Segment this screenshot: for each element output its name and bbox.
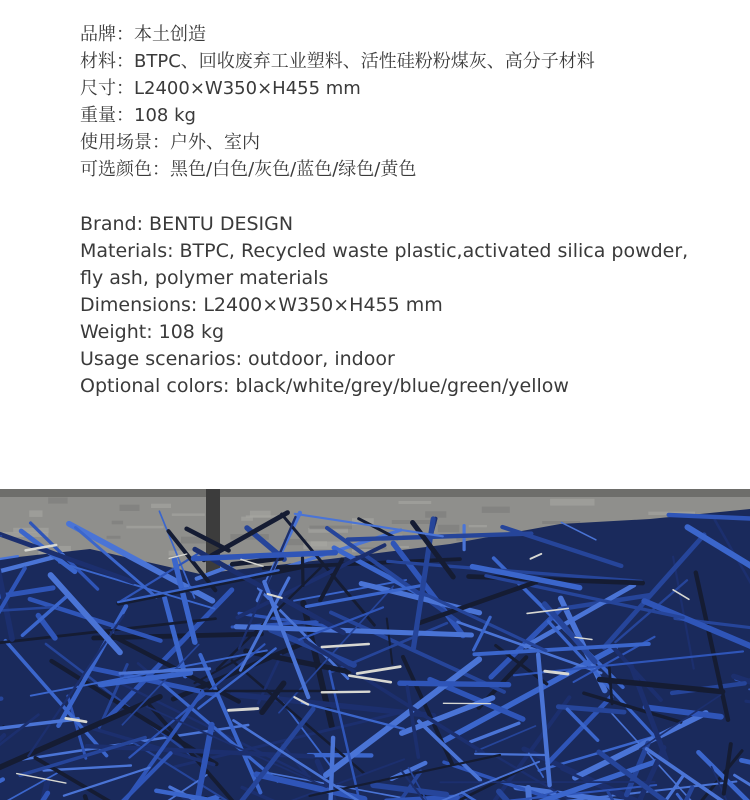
wall-speck <box>48 497 67 503</box>
spec-usage-zh: 使用场景：户外、室内 <box>80 132 260 153</box>
spec-list-english <box>80 211 688 400</box>
spec-weight-zh: 重量：108 kg <box>80 105 196 126</box>
recycled-plastic-photo <box>0 489 750 800</box>
spec-colors-zh: 可选颜色：黑色/白色/灰色/蓝色/绿色/黄色 <box>80 159 417 180</box>
wall-speck <box>126 526 163 529</box>
white-fragment <box>322 692 370 693</box>
wall-speck <box>311 541 327 546</box>
wall-speck <box>120 505 140 511</box>
spec-brand-zh: 品牌：本土创造 <box>80 24 206 45</box>
wall-top-edge <box>0 489 750 497</box>
spec-usage-en: Usage scenarios: outdoor, indoor <box>80 348 395 370</box>
wall-speck <box>172 513 205 516</box>
wall-speck <box>469 525 487 527</box>
recycled-plastic-illustration <box>0 489 750 800</box>
wall-speck <box>438 525 460 532</box>
spec-list-chinese <box>80 21 595 183</box>
wall-speck <box>482 507 510 513</box>
blue-pipe <box>400 683 509 685</box>
spec-brand-en: Brand: BENTU DESIGN <box>80 213 294 235</box>
blue-pipe <box>475 754 545 755</box>
spec-dimensions-en: Dimensions: L2400×W350×H455 mm <box>80 294 443 316</box>
spec-materials-en-cont: fly ash, polymer materials <box>80 267 329 289</box>
wall-speck <box>29 510 42 517</box>
wall-speck <box>151 504 171 508</box>
spec-materials-zh: 材料：BTPC、回收废弃工业塑料、活性硅粉粉煤灰、高分子材料 <box>80 51 595 72</box>
blue-pipe <box>303 558 304 585</box>
wall-speck <box>550 499 594 506</box>
wall-speck <box>399 501 432 504</box>
wall-speck <box>112 521 123 525</box>
spec-weight-en: Weight: 108 kg <box>80 321 225 343</box>
wall-speck <box>241 517 253 521</box>
spec-dimensions-zh: 尺寸：L2400×W350×H455 mm <box>80 78 361 99</box>
spec-colors-en: Optional colors: black/white/grey/blue/green/yellow <box>80 375 569 397</box>
wall-speck <box>13 528 49 533</box>
white-fragment <box>229 709 258 711</box>
spec-materials-en: Materials: BTPC, Recycled waste plastic,activated silica powder, <box>80 240 689 262</box>
wall-speck <box>107 536 121 539</box>
